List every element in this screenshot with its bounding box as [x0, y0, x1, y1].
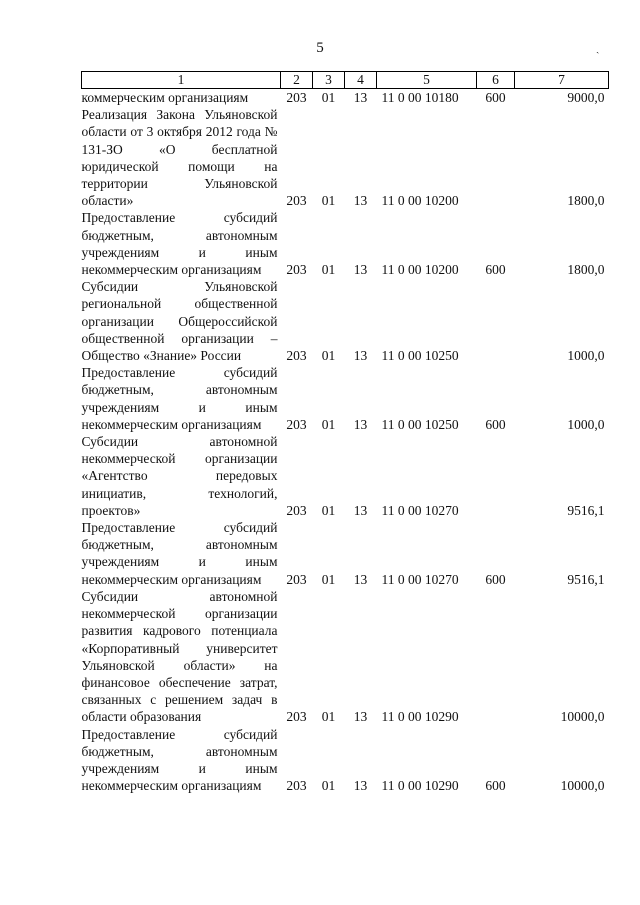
table-row — [82, 726, 609, 795]
row-code-2: 203 — [286, 778, 307, 794]
row-amount: 9000,0 — [567, 90, 605, 105]
row-description: Реализация Закона Ульяновской области от 3 октября 2012 года № 131-ЗО «О бесплатной юридической помощи на территории Ульяновской области» — [81, 107, 278, 209]
row-code-4: 13 — [353, 778, 368, 794]
row-code-5: 11 0 00 10180 — [381, 90, 459, 105]
table-row — [82, 106, 609, 209]
row-amount: 9516,1 — [567, 571, 605, 587]
row-description: Предоставление субсидий бюджетным, автономным учреждениям и иным некоммерческим организациям — [81, 520, 278, 587]
row-code-3: 01 — [321, 348, 336, 364]
table-row — [82, 588, 609, 726]
row-code-4: 13 — [353, 502, 368, 518]
row-code-4: 13 — [353, 262, 368, 278]
row-code-3: 01 — [321, 416, 336, 432]
row-code-2: 203 — [286, 193, 307, 209]
row-code-3: 01 — [321, 709, 336, 725]
table-body — [82, 89, 609, 795]
row-code-6 — [477, 106, 515, 209]
row-description: Предоставление субсидий бюджетным, автономным учреждениям и иным некоммерческим организациям — [81, 726, 278, 794]
row-code-2: 203 — [286, 262, 307, 278]
row-description: Субсидии автономной некоммерческой организации развития кадрового потенциала «Корпоративный университет Ульяновской области» на финансовое обеспечение затрат, связанных с решением задач в области образования — [81, 588, 278, 725]
row-code-5: 11 0 00 10290 — [381, 778, 459, 794]
row-code-3: 01 — [321, 193, 336, 209]
header-col-4: 4 — [345, 72, 377, 89]
row-code-4: 13 — [353, 571, 368, 587]
row-code-2: 203 — [286, 709, 307, 725]
page-number: 5 — [316, 40, 324, 56]
row-code-4: 13 — [353, 90, 368, 105]
row-code-4: 13 — [353, 416, 368, 432]
row-code-5: 11 0 00 10200 — [381, 193, 459, 209]
row-code-5: 11 0 00 10250 — [381, 348, 459, 364]
row-amount: 1800,0 — [567, 262, 605, 278]
row-amount: 1000,0 — [567, 348, 605, 364]
page-mark: ˏ — [596, 43, 600, 54]
row-description: Субсидии автономной некоммерческой организации «Агентство передовых инициатив, технологий, проектов» — [81, 434, 278, 518]
row-code-5: 11 0 00 10250 — [381, 416, 459, 432]
header-row — [82, 72, 609, 89]
table-row — [82, 364, 609, 433]
row-code-3: 01 — [321, 778, 336, 794]
row-code-5: 11 0 00 10270 — [381, 571, 459, 587]
row-code-5: 11 0 00 10290 — [381, 709, 459, 725]
table-row — [82, 89, 609, 107]
row-amount: 1000,0 — [567, 416, 605, 432]
row-code-3: 01 — [321, 262, 336, 278]
table-row — [82, 519, 609, 588]
row-code-4: 13 — [353, 348, 368, 364]
row-code-6: 600 — [485, 416, 506, 432]
row-code-5: 11 0 00 10270 — [381, 502, 459, 518]
header-col-3: 3 — [313, 72, 345, 89]
header-col-1: 1 — [82, 72, 281, 89]
table-row — [82, 209, 609, 278]
row-amount: 10000,0 — [560, 709, 605, 725]
row-code-6: 600 — [485, 778, 506, 794]
row-amount: 10000,0 — [560, 778, 605, 794]
row-code-6 — [477, 588, 515, 726]
table-row — [82, 433, 609, 519]
row-code-6: 600 — [485, 90, 506, 105]
row-description: Предоставление субсидий бюджетным, автономным учреждениям и иным некоммерческим организациям — [81, 210, 278, 278]
row-code-4: 13 — [353, 709, 368, 725]
header-col-5: 5 — [377, 72, 477, 89]
row-code-3: 01 — [321, 90, 336, 105]
row-code-2: 203 — [286, 571, 307, 587]
row-code-3: 01 — [321, 502, 336, 518]
row-code-2: 203 — [286, 90, 307, 105]
row-code-4: 13 — [353, 193, 368, 209]
row-description: Предоставление субсидий бюджетным, автономным учреждениям и иным некоммерческим организациям — [81, 365, 278, 432]
row-code-6: 600 — [485, 262, 506, 278]
row-code-6 — [477, 278, 515, 364]
budget-table — [81, 71, 609, 794]
row-code-6: 600 — [485, 571, 506, 587]
header-col-2: 2 — [281, 72, 313, 89]
row-amount: 1800,0 — [567, 193, 605, 209]
table-row — [82, 278, 609, 364]
row-code-3: 01 — [321, 571, 336, 587]
header-col-7: 7 — [515, 72, 609, 89]
row-code-2: 203 — [286, 348, 307, 364]
row-description: коммерческим организациям — [81, 90, 249, 105]
row-code-6 — [477, 433, 515, 519]
header-col-6: 6 — [477, 72, 515, 89]
row-description: Субсидии Ульяновской региональной общественной организации Общероссийской общественной организации – Общество «Знание» России — [81, 279, 278, 364]
row-code-2: 203 — [286, 416, 307, 432]
row-code-2: 203 — [286, 502, 307, 518]
row-code-5: 11 0 00 10200 — [381, 262, 459, 278]
row-amount: 9516,1 — [567, 502, 605, 518]
